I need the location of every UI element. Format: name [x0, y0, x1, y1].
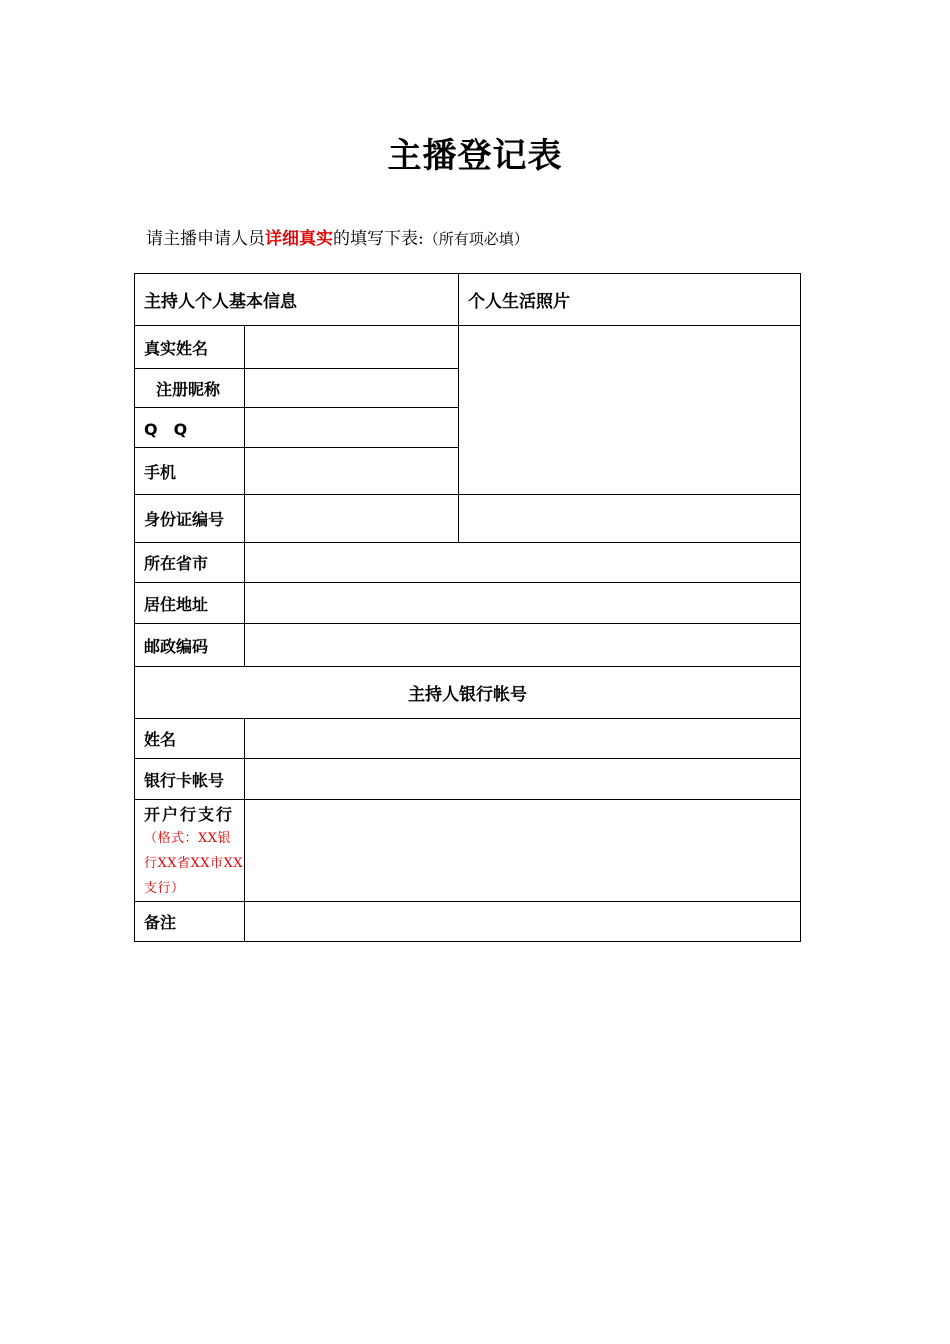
photo-area[interactable]	[459, 326, 801, 495]
label-address: 居住地址	[135, 583, 245, 624]
instruction-suffix: 的填写下表:	[333, 229, 424, 249]
instruction-text	[146, 224, 529, 249]
input-card-number[interactable]	[245, 759, 801, 800]
instruction-prefix: 请主播申请人员	[146, 229, 265, 249]
label-postal-code: 邮政编码	[135, 624, 245, 667]
input-address[interactable]	[245, 583, 801, 624]
input-account-name[interactable]	[245, 719, 801, 759]
label-branch	[135, 800, 245, 902]
label-account-name: 姓名	[135, 719, 245, 759]
label-branch-note: （格式：XX银行XX省XX市XX支行）	[144, 831, 244, 896]
label-qq: Q Q	[135, 408, 245, 448]
label-real-name: 真实姓名	[135, 326, 245, 369]
input-id-number[interactable]	[245, 495, 459, 543]
label-branch-text: 开户行支行	[144, 805, 235, 824]
input-branch[interactable]	[245, 800, 801, 902]
input-remarks[interactable]	[245, 902, 801, 942]
instruction-highlight: 详细真实	[265, 229, 333, 249]
instruction-note: （所有项必填）	[423, 230, 529, 248]
input-qq[interactable]	[245, 408, 459, 448]
label-id-number: 身份证编号	[135, 495, 245, 543]
input-real-name[interactable]	[245, 326, 459, 369]
input-postal-code[interactable]	[245, 624, 801, 667]
input-id-number-extra[interactable]	[459, 495, 801, 543]
section-basic-info: 主持人个人基本信息	[135, 274, 459, 326]
label-card-number: 银行卡帐号	[135, 759, 245, 800]
label-province-city: 所在省市	[135, 543, 245, 583]
section-photo: 个人生活照片	[459, 274, 801, 326]
input-nickname[interactable]	[245, 369, 459, 408]
page-title: 主播登记表	[387, 136, 563, 176]
registration-table	[134, 273, 801, 942]
label-phone: 手机	[135, 448, 245, 495]
label-nickname: 注册昵称	[135, 369, 245, 408]
section-bank: 主持人银行帐号	[135, 667, 801, 719]
input-province-city[interactable]	[245, 543, 801, 583]
input-phone[interactable]	[245, 448, 459, 495]
label-remarks: 备注	[135, 902, 245, 942]
